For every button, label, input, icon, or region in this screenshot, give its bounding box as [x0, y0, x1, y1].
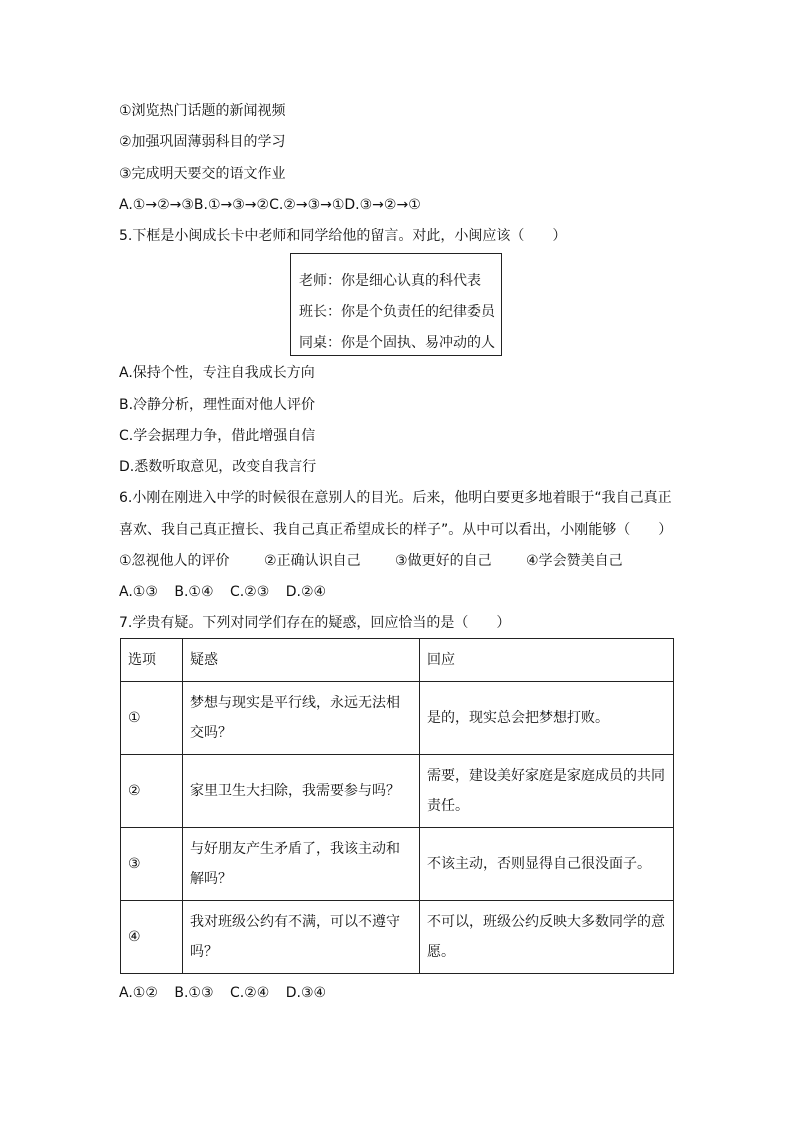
q7-answer-d: D.③④ — [285, 985, 327, 1001]
q7-row-question: 我对班级公约有不满，可以不遵守吗？ — [183, 901, 420, 974]
q5-option-c: C.学会据理力争，借此增强自信 — [119, 428, 316, 444]
q7-header-reply: 回应 — [420, 639, 674, 682]
q7-answer-b: B.①③ — [174, 985, 214, 1001]
q5-message-teacher: 老师：你是细心认真的科代表 — [299, 273, 481, 289]
q6-answer-c: C.②③ — [229, 584, 270, 600]
q7-row-question: 与好朋友产生矛盾了，我该主动和解吗？ — [183, 828, 420, 901]
q7-row-option: ② — [121, 755, 183, 828]
q7-row-reply: 是的，现实总会把梦想打败。 — [420, 682, 674, 755]
table-row — [121, 901, 674, 974]
q5-message-box — [290, 253, 502, 356]
q4-item-1: ①浏览热门话题的新闻视频 — [119, 103, 286, 119]
q7-row-question: 家里卫生大扫除，我需要参与吗？ — [183, 755, 420, 828]
q6-statement-4: ④学会赞美自己 — [526, 553, 623, 569]
q7-row-option: ③ — [121, 828, 183, 901]
table-row — [121, 682, 674, 755]
q7-row-option: ④ — [121, 901, 183, 974]
q6-answers — [119, 582, 338, 602]
q6-statement-2: ②正确认识自己 — [264, 553, 361, 569]
q7-answers — [119, 983, 338, 1003]
q7-stem: 7.学贵有疑。下列对同学们存在的疑惑，回应恰当的是（ ） — [119, 615, 511, 631]
q7-row-reply: 不该主动，否则显得自己很没面子。 — [420, 828, 674, 901]
q6-statements — [119, 551, 653, 571]
q7-answer-a: A.①② — [119, 985, 158, 1001]
q7-row-reply: 不可以，班级公约反映大多数同学的意愿。 — [420, 901, 674, 974]
q4-item-3: ③完成明天要交的语文作业 — [119, 166, 286, 182]
q7-answer-c: C.②④ — [229, 985, 270, 1001]
q7-header-option: 选项 — [121, 639, 183, 682]
q6-stem-line-2: 喜欢、我自己真正擅长、我自己真正希望成长的样子”。从中可以看出，小刚能够（ ） — [119, 522, 673, 538]
q7-header-question: 疑惑 — [183, 639, 420, 682]
q6-statement-3: ③做更好的自己 — [395, 553, 492, 569]
q5-message-monitor: 班长：你是个负责任的纪律委员 — [299, 304, 495, 320]
q6-statement-1: ①忽视他人的评价 — [119, 553, 230, 569]
q6-answer-a: A.①③ — [119, 584, 158, 600]
q5-option-a: A.保持个性，专注自我成长方向 — [119, 365, 315, 381]
q6-answer-b: B.①④ — [174, 584, 214, 600]
q7-table-header — [121, 639, 674, 682]
table-row — [121, 828, 674, 901]
table-row — [121, 755, 674, 828]
q4-answer-options: A.①→②→③B.①→③→②C.②→③→①D.③→②→① — [119, 197, 421, 213]
q4-item-2: ②加强巩固薄弱科目的学习 — [119, 134, 286, 150]
q7-table — [120, 638, 674, 974]
q7-row-reply: 需要，建设美好家庭是家庭成员的共同责任。 — [420, 755, 674, 828]
q5-stem: 5.下框是小闽成长卡中老师和同学给他的留言。对此，小闽应该（ ） — [119, 228, 567, 244]
q7-row-option: ① — [121, 682, 183, 755]
q5-option-d: D.悉数听取意见，改变自我言行 — [119, 459, 317, 475]
q6-stem-line-1: 6.小刚在刚进入中学的时候很在意别人的目光。后来，他明白要更多地着眼于“我自己真正 — [119, 490, 672, 506]
q6-answer-d: D.②④ — [285, 584, 327, 600]
q5-option-b: B.冷静分析，理性面对他人评价 — [119, 397, 316, 413]
q7-row-question: 梦想与现实是平行线，永远无法相交吗？ — [183, 682, 420, 755]
q5-message-deskmate: 同桌：你是个固执、易冲动的人 — [299, 335, 495, 351]
